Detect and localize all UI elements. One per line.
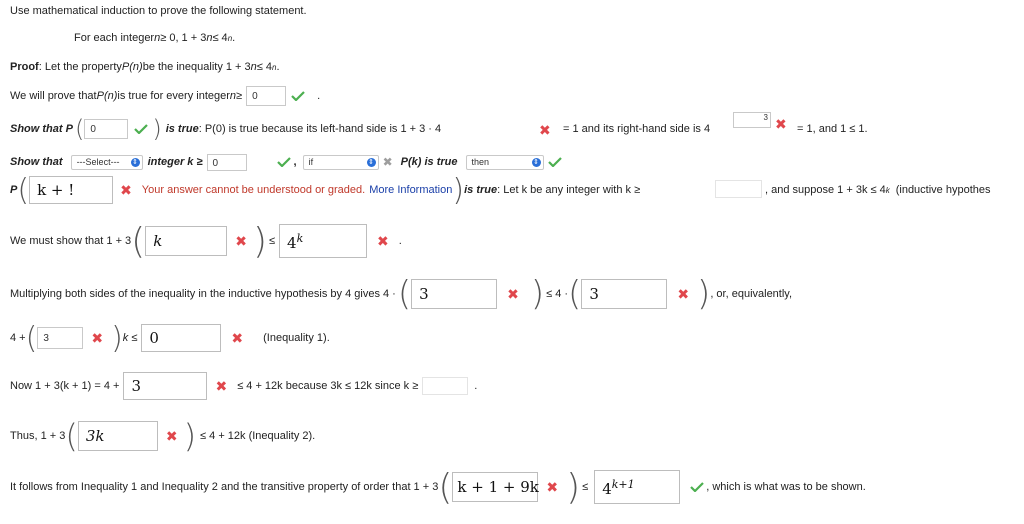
incorrect-x-icon: ✖	[775, 116, 787, 132]
incorrect-x-icon: ✖	[382, 155, 393, 169]
check-icon	[548, 157, 562, 167]
dropdown-icon: ⇕	[132, 158, 138, 166]
incorrect-x-icon: ✖	[546, 479, 559, 495]
conclusion-lhs-input[interactable]: k + 1 + 9k	[452, 472, 538, 502]
since-k-input[interactable]	[422, 377, 468, 395]
incorrect-x-icon: ✖	[377, 233, 389, 249]
left-paren: (	[17, 172, 30, 208]
check-icon	[277, 157, 291, 167]
right-paren: )	[111, 320, 123, 356]
conclusion-select[interactable]: then ⇕	[466, 155, 544, 170]
now-term-input[interactable]: 3	[123, 372, 207, 400]
incorrect-x-icon: ✖	[231, 330, 244, 346]
induction-start-input[interactable]: 0	[207, 154, 247, 171]
left-paren: (	[131, 220, 146, 262]
left-paren: (	[397, 274, 412, 314]
incorrect-x-icon: ✖	[235, 233, 247, 249]
incorrect-x-icon: ✖	[507, 286, 519, 302]
proof-intro: Proof : Let the property P (n) be the inequality 1 + 3 n ≤ 4 n .	[10, 61, 280, 73]
show-that-line: Show that ---Select--- ⇕ integer k ≥ 0 , if ⇕ ✖ P(k) is true then ⇕	[10, 152, 562, 172]
multiply-lhs-input[interactable]: 3	[411, 279, 497, 309]
prove-line: We will prove that P (n) is true for every integer n ≥ 0 .	[10, 86, 320, 106]
incorrect-x-icon: ✖	[215, 378, 228, 394]
now-line: Now 1 + 3(k + 1) = 4 + 3 ✖ ≤ 4 + 12k because 3k ≤ 12k since k ≥ .	[10, 371, 477, 401]
base-p-input[interactable]: 0	[84, 119, 128, 139]
multiply-line: Multiplying both sides of the inequality in the inductive hypothesis by 4 gives 4 · ( 3 ✖ ) ≤ 4 · ( 3 ✖ ) , or, equivalently,	[10, 274, 793, 314]
thus-line: Thus, 1 + 3 ( 3k ✖ ) ≤ 4 + 12k (Inequality 2).	[10, 417, 316, 455]
incorrect-x-icon: ✖	[677, 286, 690, 302]
base-exponent-input[interactable]: 3	[733, 112, 771, 128]
quantifier-select[interactable]: ---Select--- ⇕	[71, 155, 143, 170]
left-paren: (	[65, 417, 78, 455]
right-paren: )	[252, 220, 267, 262]
base-case-line: Show that P ( 0 ) is true : P(0) is true because its left-hand side is 1 + 3 · 4	[10, 115, 442, 143]
incorrect-x-icon: ✖	[165, 428, 178, 444]
incorrect-x-icon: ✖	[120, 182, 132, 198]
inequality-1-line: 4 + ( 3 ✖ ) k ≤ 0 ✖ (Inequality 1).	[10, 320, 330, 356]
incorrect-x-icon: ✖	[91, 330, 104, 346]
k-lower-bound-input[interactable]	[715, 180, 762, 198]
right-paren: )	[452, 172, 465, 208]
right-paren: )	[152, 115, 162, 143]
left-paren: (	[438, 466, 453, 508]
dropdown-icon: ⇕	[368, 158, 375, 166]
multiply-rhs-input[interactable]: 3	[581, 279, 667, 309]
check-icon	[134, 124, 148, 134]
hypothesis-text: , and suppose 1 + 3k ≤ 4 k (inductive hypothes	[765, 184, 991, 196]
more-information-link[interactable]: More Information	[369, 184, 453, 196]
dropdown-icon: ⇕	[533, 158, 539, 166]
right-paren: )	[183, 417, 197, 455]
right-paren: )	[697, 274, 711, 314]
must-show-line: We must show that 1 + 3 ( k ✖ ) ≤ 4$^k$ ✖ .	[10, 220, 402, 262]
must-show-lhs-input[interactable]: k	[145, 226, 227, 256]
inductive-step-line: P ( k + ! ✖ Your answer cannot be understood or graded. More Information ) is true : Let k be any integer with k ≥	[10, 172, 641, 208]
check-icon	[291, 91, 305, 101]
instructions: Use mathematical induction to prove the following statement.	[10, 5, 307, 17]
thus-input[interactable]: 3k	[78, 421, 158, 451]
left-paren: (	[568, 274, 582, 314]
base-n-input[interactable]: 0	[246, 86, 286, 106]
statement: For each integer n ≥ 0, 1 + 3 n ≤ 4 n .	[74, 32, 236, 44]
incorrect-x-icon: ✖	[539, 122, 551, 138]
check-icon	[690, 482, 704, 492]
conditional-select[interactable]: if ⇕	[303, 155, 379, 170]
right-paren: )	[566, 466, 581, 508]
conclusion-rhs-input[interactable]: $4^{k+1}$	[594, 470, 680, 504]
ineq1-coefficient-input[interactable]: 3	[37, 327, 83, 349]
must-show-rhs-input[interactable]: 4$^k$	[279, 224, 367, 258]
conclusion-line: It follows from Inequality 1 and Inequality 2 and the transitive property of order that 1 + 3 ( k + 1 + 9k ✖ ) ≤ $4^{k+1}$ , which is what was to be shown.	[10, 466, 866, 508]
left-paren: (	[25, 320, 38, 356]
left-paren: (	[74, 115, 85, 143]
ineq1-rhs-input[interactable]: 0	[141, 324, 221, 352]
pk1-input[interactable]: k + !	[29, 176, 113, 204]
right-paren: )	[530, 274, 545, 314]
